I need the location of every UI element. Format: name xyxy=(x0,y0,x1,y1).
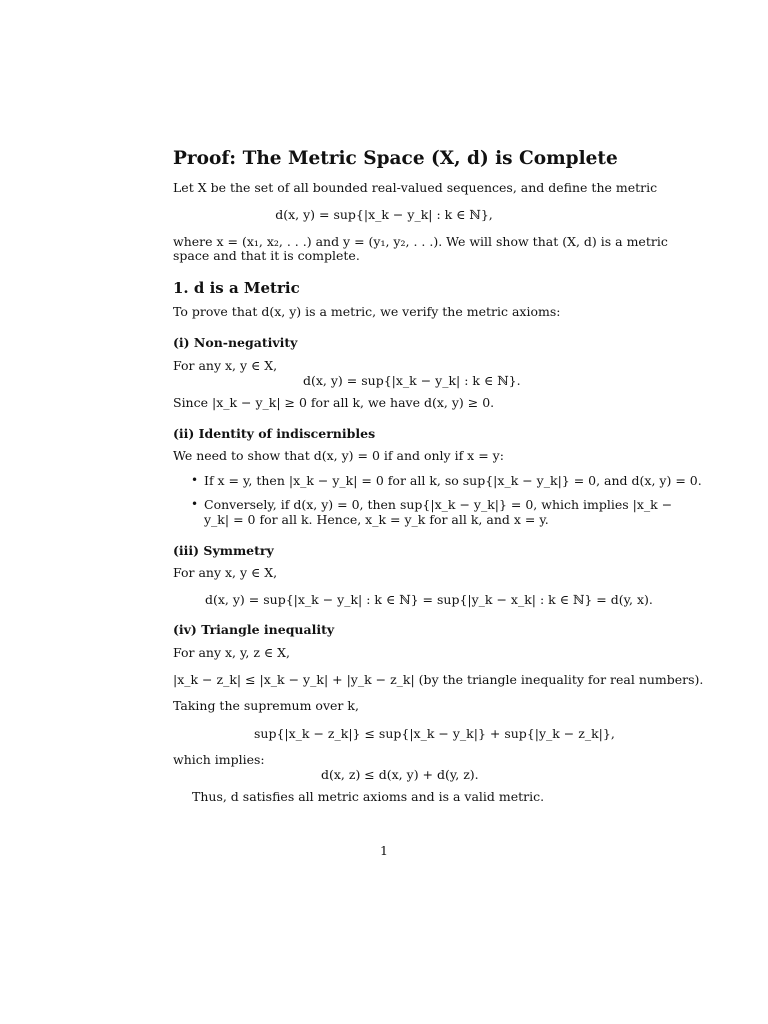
identity-line-1: We need to show that d(x, y) = 0 if and only if x = y: xyxy=(173,448,504,463)
section-heading-metric: 1. d is a Metric xyxy=(173,279,300,297)
triangle-line-3: which implies: xyxy=(173,752,265,767)
triangle-line-2: Taking the supremum over k, xyxy=(173,698,359,713)
intro-line-1: Let X be the set of all bounded real-valued sequences, and define the metric xyxy=(173,180,658,195)
identity-bullet-2-line-1: Conversely, if d(x, y) = 0, then sup{|x_k − y_k|} = 0, which implies |x_k − xyxy=(204,497,673,512)
page-title: Proof: The Metric Space (X, d) is Complete xyxy=(173,148,618,169)
intro-line-2: where x = (x₁, x₂, . . .) and y = (y₁, y₂, . . .). We will show that (X, d) is a metric xyxy=(173,234,668,249)
intro-line-3: space and that it is complete. xyxy=(173,248,360,263)
identity-bullet-2-line-2: y_k| = 0 for all k. Hence, x_k = y_k for all k, and x = y. xyxy=(204,512,549,527)
section-intro: To prove that d(x, y) is a metric, we verify the metric axioms: xyxy=(173,304,561,319)
identity-bullet-1: If x = y, then |x_k − y_k| = 0 for all k, so sup{|x_k − y_k|} = 0, and d(x, y) = 0. xyxy=(204,473,702,488)
nonneg-line-2: Since |x_k − y_k| ≥ 0 for all k, we have d(x, y) ≥ 0. xyxy=(173,395,495,410)
subsection-heading-triangle: (iv) Triangle inequality xyxy=(173,622,335,637)
triangle-line-1: For any x, y, z ∈ X, xyxy=(173,645,291,660)
subsection-heading-nonnegativity: (i) Non-negativity xyxy=(173,335,298,350)
symmetry-formula: d(x, y) = sup{|x_k − y_k| : k ∈ ℕ} = sup{|y_k − x_k| : k ∈ ℕ} = d(y, x). xyxy=(205,592,653,607)
subsection-heading-symmetry: (iii) Symmetry xyxy=(173,543,274,558)
nonneg-formula: d(x, y) = sup{|x_k − y_k| : k ∈ ℕ}. xyxy=(303,373,521,388)
triangle-formula-2: sup{|x_k − z_k|} ≤ sup{|x_k − y_k|} + sup{|y_k − z_k|}, xyxy=(254,726,615,741)
bullet-marker: • xyxy=(191,473,199,487)
triangle-formula-1: |x_k − z_k| ≤ |x_k − y_k| + |y_k − z_k| (by the triangle inequality for real numbers). xyxy=(173,672,704,687)
nonneg-line-1: For any x, y ∈ X, xyxy=(173,358,278,373)
page-number: 1 xyxy=(380,843,388,858)
triangle-formula-3: d(x, z) ≤ d(x, y) + d(y, z). xyxy=(321,767,479,782)
metric-definition-formula: d(x, y) = sup{|x_k − y_k| : k ∈ ℕ}, xyxy=(275,207,493,222)
symmetry-line-1: For any x, y ∈ X, xyxy=(173,565,278,580)
conclusion-line: Thus, d satisfies all metric axioms and is a valid metric. xyxy=(192,789,545,804)
subsection-heading-identity: (ii) Identity of indiscernibles xyxy=(173,426,376,441)
bullet-marker: • xyxy=(191,497,199,511)
